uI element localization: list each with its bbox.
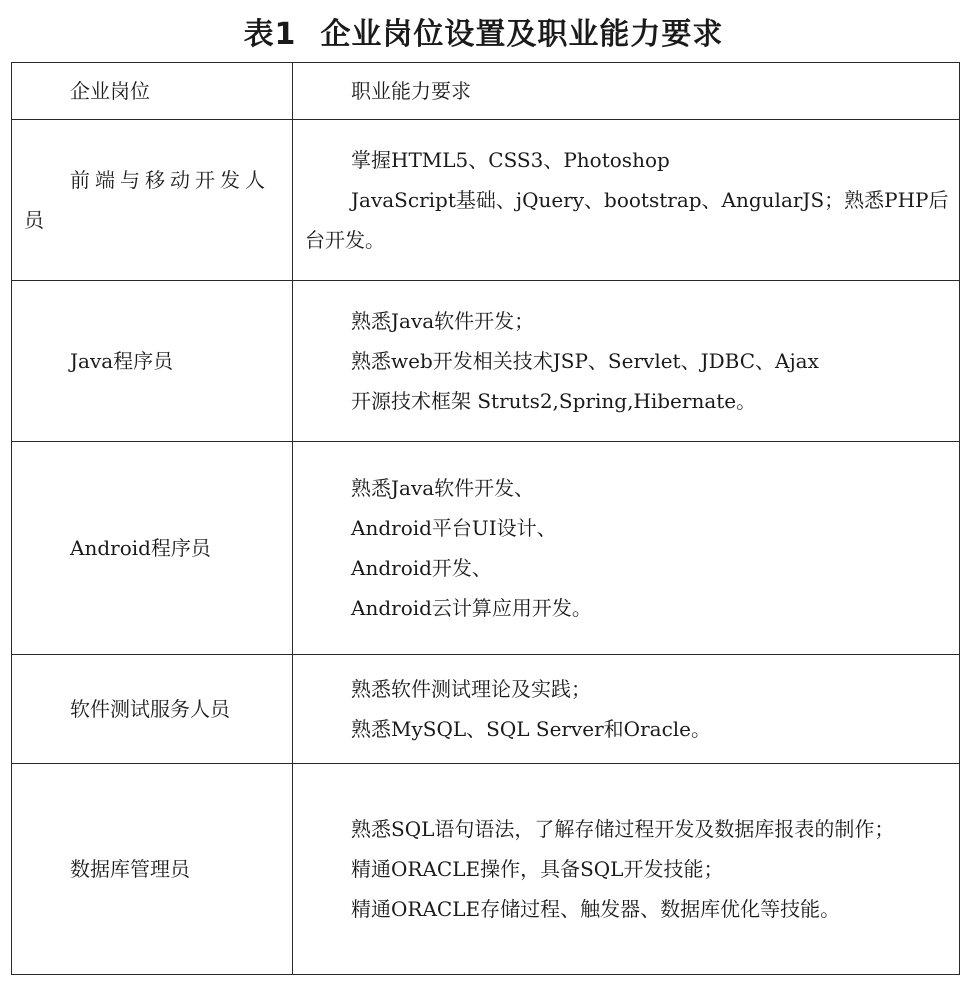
role-cell: [12, 120, 293, 281]
requirement-line: 熟悉Java软件开发；: [351, 309, 535, 333]
role-label: 前端与移动开发人员: [24, 168, 270, 232]
requirements-cell: [293, 764, 960, 975]
table-row: [12, 281, 960, 442]
requirement-line: 熟悉Java软件开发、: [351, 476, 535, 500]
table-caption: 企业岗位设置及职业能力要求: [320, 17, 724, 52]
role-label: Java程序员: [70, 349, 174, 373]
table-row: [12, 442, 960, 655]
requirement-line: 熟悉MySQL、SQL Server和Oracle。: [351, 717, 711, 741]
header-cell-position: [12, 63, 293, 120]
role-label: 软件测试服务人员: [70, 697, 230, 721]
job-requirements-table: [11, 62, 960, 975]
requirement-line: 精通ORACLE操作，具备SQL开发技能；: [351, 857, 724, 881]
role-cell: [12, 442, 293, 655]
requirements-cell: [293, 120, 960, 281]
table-header-row: [12, 63, 960, 120]
requirements-cell: [293, 442, 960, 655]
requirement-line: 熟悉web开发相关技术JSP、Servlet、JDBC、Ajax: [351, 349, 819, 373]
table-number: 表1: [243, 17, 297, 52]
requirement-line: Android云计算应用开发。: [351, 596, 592, 620]
header-requirements-label: 职业能力要求: [351, 79, 471, 103]
role-label: Android程序员: [70, 536, 211, 560]
role-cell: [12, 281, 293, 442]
role-label: 数据库管理员: [70, 857, 190, 881]
requirement-line: 开源技术框架 Struts2,Spring,Hibernate。: [351, 389, 757, 413]
requirements-cell: [293, 655, 960, 764]
requirement-line: Android开发、: [351, 556, 492, 580]
role-cell: [12, 655, 293, 764]
role-cell: [12, 764, 293, 975]
requirements-cell: [293, 281, 960, 442]
table-row: [12, 655, 960, 764]
table-title: [0, 0, 967, 62]
requirement-line: 精通ORACLE存储过程、触发器、数据库优化等技能。: [351, 897, 841, 921]
requirement-line: 熟悉SQL语句语法，了解存储过程开发及数据库报表的制作；: [351, 817, 895, 841]
requirement-line: Android平台UI设计、: [351, 516, 557, 540]
header-position-label: 企业岗位: [70, 79, 150, 103]
requirement-line: 掌握HTML5、CSS3、Photoshop: [351, 148, 670, 172]
requirement-line: 熟悉软件测试理论及实践；: [351, 677, 591, 701]
requirement-line: JavaScript基础、jQuery、bootstrap、AngularJS；熟悉PHP后台开发。: [305, 188, 949, 252]
table-row: [12, 120, 960, 281]
header-cell-requirements: [293, 63, 960, 120]
table-row: [12, 764, 960, 975]
